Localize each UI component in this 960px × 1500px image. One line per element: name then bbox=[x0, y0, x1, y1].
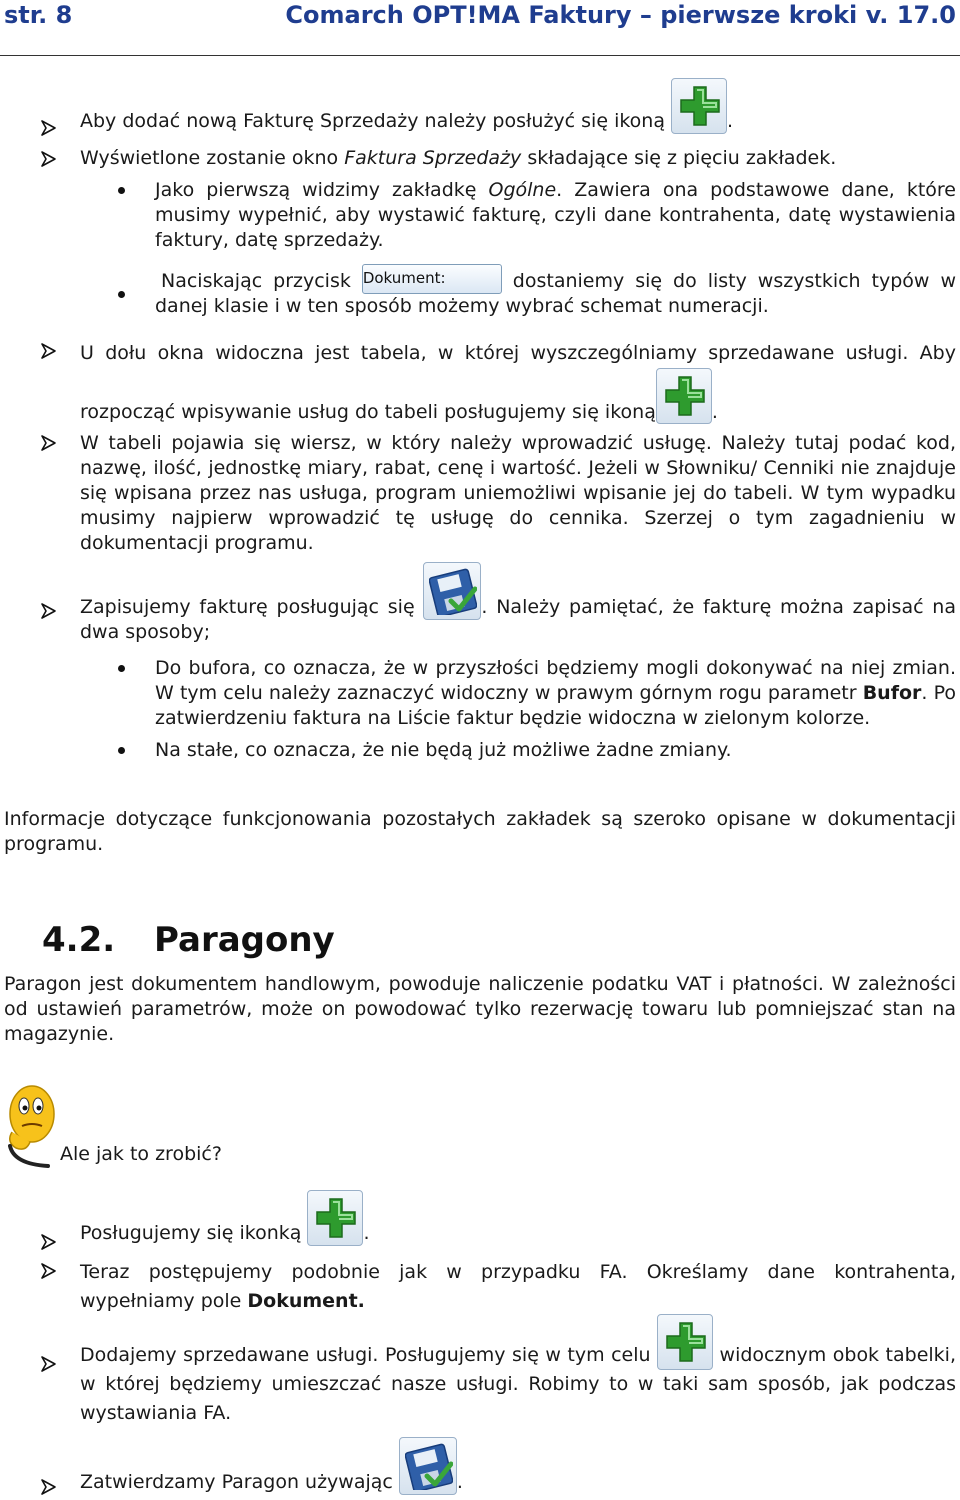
bullet-dot bbox=[118, 747, 125, 754]
section-heading bbox=[42, 918, 335, 962]
text: Jako pierwszą widzimy zakładkę bbox=[155, 179, 489, 201]
paragraph-table bbox=[80, 338, 956, 427]
thinking-smiley-icon bbox=[4, 1082, 56, 1168]
text: . bbox=[456, 1471, 463, 1493]
arrow-bullet-icon bbox=[40, 1261, 60, 1281]
paragraph-save bbox=[80, 562, 956, 645]
paragraph-confirm bbox=[80, 1437, 956, 1495]
paragraph-permanent: Na stałe, co oznacza, że nie będą już możliwe żadne zmiany. bbox=[155, 739, 732, 761]
text: Naciskając przycisk bbox=[161, 270, 351, 292]
text: Dodajemy sprzedawane usługi. Posługujemy się w tym celu bbox=[80, 1344, 651, 1366]
text: Do bufora, co oznacza, że w przyszłości będziemy mogli dokonywać na niej zmian. W tym celu należy zaznaczyć widoczny w prawym górnym rogu parametr bbox=[155, 657, 956, 704]
page-header bbox=[4, 0, 956, 38]
arrow-bullet-icon bbox=[40, 601, 60, 621]
text: U dołu okna widoczna jest tabela, w której wyszczególniamy sprzedawane usługi. Aby rozpocząć wpisywanie usług do tabeli posługujemy się ikoną bbox=[80, 342, 956, 423]
paragraph-buffer bbox=[155, 656, 956, 731]
paragraph-info: Informacje dotyczące funkcjonowania pozostałych zakładek są szeroko opisane w dokumentacji programu. bbox=[4, 808, 956, 855]
paragraph-use-icon bbox=[80, 1190, 956, 1246]
text: . bbox=[711, 401, 718, 423]
section-title: Paragony bbox=[154, 920, 335, 960]
plus-icon[interactable] bbox=[656, 368, 712, 424]
text: Aby dodać nową Fakturę Sprzedaży należy posłużyć się ikoną bbox=[80, 110, 665, 132]
text: składające się z pięciu zakładek. bbox=[521, 147, 837, 169]
bullet-dot bbox=[118, 187, 125, 194]
header-divider bbox=[0, 55, 960, 56]
text: Posługujemy się ikonką bbox=[80, 1222, 302, 1244]
document-button[interactable]: Dokument: bbox=[362, 264, 502, 294]
paragraph-document-button bbox=[155, 264, 956, 319]
plus-icon[interactable] bbox=[671, 78, 727, 134]
tip-question: Ale jak to zrobić? bbox=[60, 1143, 222, 1165]
arrow-bullet-icon bbox=[40, 433, 60, 453]
arrow-bullet-icon bbox=[40, 1232, 60, 1252]
paragraph-add-invoice bbox=[80, 78, 956, 134]
paragraph-add-services bbox=[80, 1314, 956, 1428]
page-number: str. 8 bbox=[4, 1, 73, 29]
italic-text: Faktura Sprzedaży bbox=[344, 147, 522, 169]
text: dostaniemy się do listy wszystkich typów w danej klasie i w ten sposób możemy wybrać schemat numeracji. bbox=[155, 270, 956, 317]
paragraph-like-fa bbox=[80, 1258, 956, 1316]
paragraph-receipt: Paragon jest dokumentem handlowym, powoduje naliczenie podatku VAT i płatności. W zależności od ustawień parametrów, może on powodować tylko rezerwację towaru lub pomniejszać stan na magazynie. bbox=[4, 973, 956, 1045]
text: widocznym obok tabelki, w której będziemy umieszczać nasze usługi. Robimy to w taki sam sposób, jak podczas wystawiania FA. bbox=[80, 1344, 956, 1424]
paragraph-window bbox=[80, 146, 956, 171]
bold-text: Bufor bbox=[862, 682, 922, 704]
text: . Zawiera ona podstawowe dane, które musimy wypełnić, aby wystawić fakturę, czyli dane kontrahenta, datę wystawienia faktury, datę sprzedaży. bbox=[155, 179, 956, 251]
paragraph-general-tab bbox=[155, 178, 956, 253]
text: . Należy pamiętać, że fakturę można zapisać na dwa sposoby; bbox=[80, 596, 956, 643]
bold-text: Dokument. bbox=[247, 1290, 365, 1312]
arrow-bullet-icon bbox=[40, 149, 60, 169]
arrow-bullet-icon bbox=[40, 1477, 60, 1497]
plus-icon[interactable] bbox=[657, 1314, 713, 1370]
paragraph-table-row: W tabeli pojawia się wiersz, w który należy wprowadzić usługę. Należy tutaj podać kod, nazwę, ilość, jednostkę miary, rabat, cenę i wartość. Jeżeli w Słowniku/ Cenniki nie znajduje się wpisana przez nas usługa, program uniemożliwi wpisanie jej do tabeli. W tym wypadku musimy najpierw wprowadzić tę usługę do cennika. Szerzej o tym zagadnieniu w dokumentacji programu. bbox=[80, 432, 956, 554]
arrow-bullet-icon bbox=[40, 1354, 60, 1374]
save-disk-icon[interactable] bbox=[423, 562, 481, 620]
document-title: Comarch OPT!MA Faktury – pierwsze kroki v. 17.0 bbox=[285, 1, 956, 29]
arrow-bullet-icon bbox=[40, 118, 60, 138]
text: . bbox=[727, 110, 734, 132]
italic-text: Ogólne bbox=[488, 179, 557, 201]
text: Zatwierdzamy Paragon używając bbox=[80, 1471, 393, 1493]
bullet-dot bbox=[118, 291, 125, 298]
text: Zapisujemy fakturę posługując się bbox=[80, 596, 415, 618]
text: . bbox=[363, 1222, 370, 1244]
section-number: 4.2. bbox=[42, 920, 116, 960]
save-disk-icon[interactable] bbox=[399, 1437, 457, 1495]
text: Wyświetlone zostanie okno bbox=[80, 147, 345, 169]
text: . Po zatwierdzeniu faktura na Liście faktur będzie widoczna w zielonym kolorze. bbox=[155, 682, 957, 729]
plus-icon[interactable] bbox=[307, 1190, 363, 1246]
text: Teraz postępujemy podobnie jak w przypadku FA. Określamy dane kontrahenta, wypełniamy pole bbox=[80, 1261, 956, 1312]
arrow-bullet-icon bbox=[40, 341, 60, 361]
bullet-dot bbox=[118, 665, 125, 672]
